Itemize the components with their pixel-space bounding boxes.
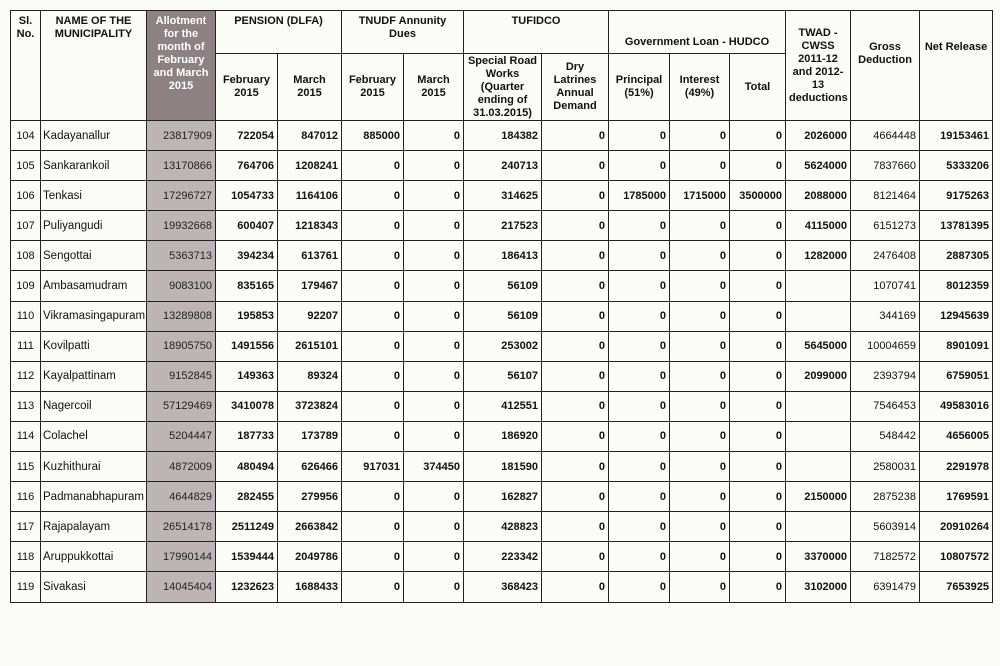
tnudf-mar-cell: 0 [404, 512, 464, 542]
net-release-cell: 2887305 [920, 241, 993, 271]
table-row [11, 391, 993, 421]
table-row [11, 241, 993, 271]
table-row [11, 151, 993, 181]
tufidco-road-cell: 184382 [464, 121, 542, 151]
twad-cell: 5645000 [786, 331, 851, 361]
pension-feb-cell: 1539444 [216, 542, 278, 572]
header-tnudf: TNUDF Annunity Dues [342, 11, 464, 54]
tufidco-dry-cell: 0 [542, 301, 609, 331]
tnudf-feb-cell: 0 [342, 271, 404, 301]
hudco-principal-cell: 0 [609, 301, 670, 331]
net-release-cell: 8901091 [920, 331, 993, 361]
tufidco-dry-cell: 0 [542, 421, 609, 451]
hudco-total-cell: 0 [730, 421, 786, 451]
tufidco-dry-cell: 0 [542, 211, 609, 241]
tufidco-dry-cell: 0 [542, 331, 609, 361]
gross-deduction-cell: 7546453 [851, 391, 920, 421]
municipality-name-cell: Puliyangudi [41, 211, 147, 241]
net-release-cell: 4656005 [920, 421, 993, 451]
tufidco-dry-cell: 0 [542, 542, 609, 572]
tufidco-road-cell: 181590 [464, 452, 542, 482]
municipality-name-cell: Ambasamudram [41, 271, 147, 301]
allotment-cell: 17296727 [147, 181, 216, 211]
allotment-cell: 14045404 [147, 572, 216, 602]
table-row [11, 331, 993, 361]
twad-cell: 1282000 [786, 241, 851, 271]
hudco-interest-cell: 0 [670, 271, 730, 301]
header-twad: TWAD - CWSS 2011-12 and 2012-13 deductions [786, 11, 851, 121]
hudco-interest-cell: 0 [670, 572, 730, 602]
table-row [11, 512, 993, 542]
tufidco-dry-cell: 0 [542, 391, 609, 421]
sl-no-cell: 104 [11, 121, 41, 151]
hudco-principal-cell: 1785000 [609, 181, 670, 211]
hudco-total-cell: 0 [730, 301, 786, 331]
allotment-cell: 57129469 [147, 391, 216, 421]
net-release-cell: 8012359 [920, 271, 993, 301]
table-row [11, 271, 993, 301]
tufidco-dry-cell: 0 [542, 151, 609, 181]
allotment-cell: 18905750 [147, 331, 216, 361]
tnudf-feb-cell: 0 [342, 361, 404, 391]
gross-deduction-cell: 1070741 [851, 271, 920, 301]
sl-no-cell: 115 [11, 452, 41, 482]
pension-mar-cell: 626466 [278, 452, 342, 482]
header-hudco-principal: Principal (51%) [609, 54, 670, 121]
tnudf-feb-cell: 0 [342, 542, 404, 572]
hudco-total-cell: 0 [730, 572, 786, 602]
tufidco-road-cell: 223342 [464, 542, 542, 572]
header-hudco: Government Loan - HUDCO [609, 11, 786, 54]
table-row [11, 181, 993, 211]
pension-mar-cell: 279956 [278, 482, 342, 512]
hudco-principal-cell: 0 [609, 542, 670, 572]
twad-cell: 3370000 [786, 542, 851, 572]
hudco-total-cell: 0 [730, 121, 786, 151]
header-name: NAME OF THE MUNICIPALITY [41, 11, 147, 121]
sl-no-cell: 113 [11, 391, 41, 421]
tnudf-feb-cell: 0 [342, 301, 404, 331]
pension-mar-cell: 179467 [278, 271, 342, 301]
pension-feb-cell: 600407 [216, 211, 278, 241]
gross-deduction-cell: 7182572 [851, 542, 920, 572]
tnudf-feb-cell: 0 [342, 512, 404, 542]
allotment-cell: 5204447 [147, 421, 216, 451]
hudco-total-cell: 0 [730, 241, 786, 271]
net-release-cell: 12945639 [920, 301, 993, 331]
sl-no-cell: 112 [11, 361, 41, 391]
pension-mar-cell: 92207 [278, 301, 342, 331]
allotment-cell: 4644829 [147, 482, 216, 512]
net-release-cell: 6759051 [920, 361, 993, 391]
twad-cell: 2088000 [786, 181, 851, 211]
header-sl-no: Sl. No. [11, 11, 41, 121]
pension-feb-cell: 149363 [216, 361, 278, 391]
pension-feb-cell: 187733 [216, 421, 278, 451]
hudco-principal-cell: 0 [609, 241, 670, 271]
gross-deduction-cell: 548442 [851, 421, 920, 451]
table-row [11, 421, 993, 451]
municipality-name-cell: Sivakasi [41, 572, 147, 602]
twad-cell: 2026000 [786, 121, 851, 151]
tnudf-feb-cell: 0 [342, 151, 404, 181]
hudco-interest-cell: 0 [670, 241, 730, 271]
tufidco-road-cell: 56107 [464, 361, 542, 391]
hudco-principal-cell: 0 [609, 482, 670, 512]
hudco-interest-cell: 0 [670, 211, 730, 241]
hudco-principal-cell: 0 [609, 331, 670, 361]
twad-cell [786, 391, 851, 421]
tnudf-feb-cell: 885000 [342, 121, 404, 151]
municipality-name-cell: Kadayanallur [41, 121, 147, 151]
gross-deduction-cell: 2393794 [851, 361, 920, 391]
header-tnudf-feb: February 2015 [342, 54, 404, 121]
header-tufidco-dry: Dry Latrines Annual Demand [542, 54, 609, 121]
gross-deduction-cell: 344169 [851, 301, 920, 331]
pension-feb-cell: 480494 [216, 452, 278, 482]
pension-mar-cell: 1218343 [278, 211, 342, 241]
pension-mar-cell: 847012 [278, 121, 342, 151]
table-row [11, 482, 993, 512]
pension-feb-cell: 195853 [216, 301, 278, 331]
header-pension-feb: February 2015 [216, 54, 278, 121]
tnudf-mar-cell: 0 [404, 271, 464, 301]
tnudf-mar-cell: 0 [404, 301, 464, 331]
municipality-name-cell: Vikramasingapuram [41, 301, 147, 331]
pension-mar-cell: 1688433 [278, 572, 342, 602]
pension-mar-cell: 3723824 [278, 391, 342, 421]
pension-feb-cell: 282455 [216, 482, 278, 512]
sl-no-cell: 107 [11, 211, 41, 241]
tufidco-road-cell: 217523 [464, 211, 542, 241]
tnudf-mar-cell: 0 [404, 121, 464, 151]
hudco-total-cell: 0 [730, 512, 786, 542]
gross-deduction-cell: 8121464 [851, 181, 920, 211]
allotment-cell: 13289808 [147, 301, 216, 331]
header-hudco-interest: Interest (49%) [670, 54, 730, 121]
hudco-total-cell: 0 [730, 542, 786, 572]
tufidco-dry-cell: 0 [542, 452, 609, 482]
twad-cell [786, 301, 851, 331]
twad-cell [786, 452, 851, 482]
tufidco-road-cell: 314625 [464, 181, 542, 211]
table-row [11, 572, 993, 602]
allotment-cell: 26514178 [147, 512, 216, 542]
hudco-principal-cell: 0 [609, 391, 670, 421]
tnudf-feb-cell: 917031 [342, 452, 404, 482]
tufidco-dry-cell: 0 [542, 482, 609, 512]
allotment-cell: 19932668 [147, 211, 216, 241]
tufidco-road-cell: 412551 [464, 391, 542, 421]
hudco-principal-cell: 0 [609, 512, 670, 542]
net-release-cell: 19153461 [920, 121, 993, 151]
header-gross: Gross Deduction [851, 11, 920, 121]
sl-no-cell: 106 [11, 181, 41, 211]
sl-no-cell: 114 [11, 421, 41, 451]
pension-mar-cell: 173789 [278, 421, 342, 451]
tufidco-road-cell: 428823 [464, 512, 542, 542]
twad-cell [786, 421, 851, 451]
tnudf-mar-cell: 0 [404, 211, 464, 241]
hudco-interest-cell: 0 [670, 301, 730, 331]
municipality-name-cell: Tenkasi [41, 181, 147, 211]
municipality-name-cell: Padmanabhapuram [41, 482, 147, 512]
allotment-cell: 23817909 [147, 121, 216, 151]
hudco-total-cell: 0 [730, 271, 786, 301]
tnudf-mar-cell: 0 [404, 542, 464, 572]
pension-mar-cell: 2049786 [278, 542, 342, 572]
net-release-cell: 10807572 [920, 542, 993, 572]
pension-feb-cell: 1054733 [216, 181, 278, 211]
pension-mar-cell: 1164106 [278, 181, 342, 211]
hudco-interest-cell: 1715000 [670, 181, 730, 211]
municipality-name-cell: Kayalpattinam [41, 361, 147, 391]
gross-deduction-cell: 6151273 [851, 211, 920, 241]
tnudf-mar-cell: 0 [404, 181, 464, 211]
hudco-principal-cell: 0 [609, 452, 670, 482]
municipality-name-cell: Sengottai [41, 241, 147, 271]
table-row [11, 211, 993, 241]
municipality-name-cell: Kovilpatti [41, 331, 147, 361]
pension-mar-cell: 613761 [278, 241, 342, 271]
municipality-name-cell: Aruppukkottai [41, 542, 147, 572]
table-row [11, 361, 993, 391]
net-release-cell: 2291978 [920, 452, 993, 482]
net-release-cell: 1769591 [920, 482, 993, 512]
tufidco-road-cell: 162827 [464, 482, 542, 512]
gross-deduction-cell: 6391479 [851, 572, 920, 602]
pension-feb-cell: 2511249 [216, 512, 278, 542]
tufidco-dry-cell: 0 [542, 181, 609, 211]
hudco-principal-cell: 0 [609, 211, 670, 241]
hudco-total-cell: 0 [730, 391, 786, 421]
header-net: Net Release [920, 11, 993, 121]
allotment-sheet [10, 10, 992, 654]
sl-no-cell: 109 [11, 271, 41, 301]
hudco-interest-cell: 0 [670, 421, 730, 451]
municipality-name-cell: Colachel [41, 421, 147, 451]
pension-mar-cell: 2615101 [278, 331, 342, 361]
twad-cell: 2099000 [786, 361, 851, 391]
twad-cell [786, 271, 851, 301]
pension-feb-cell: 3410078 [216, 391, 278, 421]
sl-no-cell: 111 [11, 331, 41, 361]
tnudf-feb-cell: 0 [342, 211, 404, 241]
gross-deduction-cell: 4664448 [851, 121, 920, 151]
tnudf-feb-cell: 0 [342, 482, 404, 512]
hudco-principal-cell: 0 [609, 271, 670, 301]
gross-deduction-cell: 2875238 [851, 482, 920, 512]
tufidco-road-cell: 56109 [464, 301, 542, 331]
header-tufidco: TUFIDCO [464, 11, 609, 54]
municipality-name-cell: Rajapalayam [41, 512, 147, 542]
pension-feb-cell: 835165 [216, 271, 278, 301]
tnudf-feb-cell: 0 [342, 181, 404, 211]
hudco-principal-cell: 0 [609, 421, 670, 451]
tnudf-feb-cell: 0 [342, 331, 404, 361]
allotment-cell: 13170866 [147, 151, 216, 181]
municipality-deduction-table [10, 10, 993, 603]
pension-feb-cell: 722054 [216, 121, 278, 151]
pension-feb-cell: 394234 [216, 241, 278, 271]
tnudf-mar-cell: 0 [404, 391, 464, 421]
tufidco-road-cell: 186413 [464, 241, 542, 271]
hudco-interest-cell: 0 [670, 121, 730, 151]
tufidco-road-cell: 253002 [464, 331, 542, 361]
table-row [11, 121, 993, 151]
municipality-name-cell: Sankarankoil [41, 151, 147, 181]
hudco-total-cell: 0 [730, 482, 786, 512]
tufidco-road-cell: 56109 [464, 271, 542, 301]
sl-no-cell: 110 [11, 301, 41, 331]
tufidco-dry-cell: 0 [542, 121, 609, 151]
hudco-principal-cell: 0 [609, 572, 670, 602]
pension-mar-cell: 89324 [278, 361, 342, 391]
tufidco-road-cell: 186920 [464, 421, 542, 451]
allotment-cell: 9152845 [147, 361, 216, 391]
hudco-total-cell: 0 [730, 361, 786, 391]
municipality-name-cell: Kuzhithurai [41, 452, 147, 482]
hudco-total-cell: 0 [730, 211, 786, 241]
gross-deduction-cell: 5603914 [851, 512, 920, 542]
twad-cell [786, 512, 851, 542]
hudco-interest-cell: 0 [670, 361, 730, 391]
tufidco-dry-cell: 0 [542, 271, 609, 301]
allotment-cell: 5363713 [147, 241, 216, 271]
net-release-cell: 9175263 [920, 181, 993, 211]
tnudf-mar-cell: 0 [404, 361, 464, 391]
table-row [11, 301, 993, 331]
hudco-interest-cell: 0 [670, 331, 730, 361]
pension-mar-cell: 1208241 [278, 151, 342, 181]
tnudf-mar-cell: 0 [404, 482, 464, 512]
hudco-total-cell: 3500000 [730, 181, 786, 211]
gross-deduction-cell: 2476408 [851, 241, 920, 271]
tnudf-mar-cell: 374450 [404, 452, 464, 482]
twad-cell: 5624000 [786, 151, 851, 181]
tufidco-road-cell: 368423 [464, 572, 542, 602]
tnudf-mar-cell: 0 [404, 421, 464, 451]
net-release-cell: 5333206 [920, 151, 993, 181]
allotment-cell: 9083100 [147, 271, 216, 301]
tnudf-feb-cell: 0 [342, 572, 404, 602]
twad-cell: 2150000 [786, 482, 851, 512]
pension-mar-cell: 2663842 [278, 512, 342, 542]
hudco-interest-cell: 0 [670, 391, 730, 421]
tnudf-mar-cell: 0 [404, 241, 464, 271]
hudco-total-cell: 0 [730, 151, 786, 181]
hudco-interest-cell: 0 [670, 542, 730, 572]
hudco-total-cell: 0 [730, 452, 786, 482]
tnudf-mar-cell: 0 [404, 331, 464, 361]
sl-no-cell: 118 [11, 542, 41, 572]
tnudf-feb-cell: 0 [342, 421, 404, 451]
tufidco-dry-cell: 0 [542, 241, 609, 271]
tufidco-dry-cell: 0 [542, 512, 609, 542]
gross-deduction-cell: 10004659 [851, 331, 920, 361]
hudco-principal-cell: 0 [609, 151, 670, 181]
sl-no-cell: 105 [11, 151, 41, 181]
pension-feb-cell: 1491556 [216, 331, 278, 361]
net-release-cell: 7653925 [920, 572, 993, 602]
pension-feb-cell: 764706 [216, 151, 278, 181]
table-row [11, 542, 993, 572]
hudco-interest-cell: 0 [670, 452, 730, 482]
hudco-total-cell: 0 [730, 331, 786, 361]
net-release-cell: 13781395 [920, 211, 993, 241]
hudco-principal-cell: 0 [609, 361, 670, 391]
header-tufidco-road: Special Road Works (Quarter ending of 31.03.2015) [464, 54, 542, 121]
tnudf-feb-cell: 0 [342, 241, 404, 271]
tnudf-mar-cell: 0 [404, 151, 464, 181]
allotment-cell: 4872009 [147, 452, 216, 482]
header-allotment: Allotment for the month of February and March 2015 [147, 11, 216, 121]
tufidco-road-cell: 240713 [464, 151, 542, 181]
sl-no-cell: 117 [11, 512, 41, 542]
header-hudco-total: Total [730, 54, 786, 121]
tnudf-feb-cell: 0 [342, 391, 404, 421]
hudco-principal-cell: 0 [609, 121, 670, 151]
net-release-cell: 20910264 [920, 512, 993, 542]
allotment-cell: 17990144 [147, 542, 216, 572]
hudco-interest-cell: 0 [670, 512, 730, 542]
header-tnudf-mar: March 2015 [404, 54, 464, 121]
table-row [11, 452, 993, 482]
hudco-interest-cell: 0 [670, 482, 730, 512]
hudco-interest-cell: 0 [670, 151, 730, 181]
tufidco-dry-cell: 0 [542, 361, 609, 391]
twad-cell: 4115000 [786, 211, 851, 241]
sl-no-cell: 116 [11, 482, 41, 512]
pension-feb-cell: 1232623 [216, 572, 278, 602]
sl-no-cell: 108 [11, 241, 41, 271]
header-pension: PENSION (DLFA) [216, 11, 342, 54]
gross-deduction-cell: 2580031 [851, 452, 920, 482]
sl-no-cell: 119 [11, 572, 41, 602]
header-pension-mar: March 2015 [278, 54, 342, 121]
table-body [11, 121, 993, 603]
twad-cell: 3102000 [786, 572, 851, 602]
municipality-name-cell: Nagercoil [41, 391, 147, 421]
net-release-cell: 49583016 [920, 391, 993, 421]
tnudf-mar-cell: 0 [404, 572, 464, 602]
tufidco-dry-cell: 0 [542, 572, 609, 602]
gross-deduction-cell: 7837660 [851, 151, 920, 181]
